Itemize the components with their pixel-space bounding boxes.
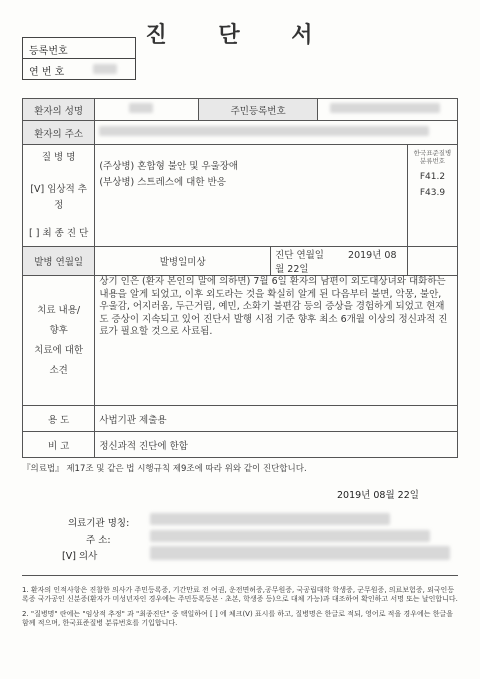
purpose-value: 사법기관 제출용	[95, 406, 458, 432]
footnotes	[22, 575, 458, 634]
onset-label: 발병 연월일	[23, 247, 95, 276]
final-checkbox[interactable]: [ ] 최 종 진 단	[29, 227, 89, 239]
serial-no-label: 연 번 호	[29, 67, 65, 78]
treatment-label-1: 치료 내용/	[37, 304, 81, 316]
redacted-institution	[150, 513, 390, 525]
redacted-doctor	[150, 546, 450, 560]
treatment-row	[23, 276, 458, 406]
reg-no-row	[23, 38, 135, 59]
treatment-text: 상기 인은 (환자 본인의 말에 의하면) 7월 6일 환자의 남편이 외도대상녀와 대화하는 내용을 알게 되었고, 이후 외도라는 것을 확실히 알게 된 다음부터 불면, 악몽, 불안, 우울감, 어지러움, 두근거림, 예민, 소화기 불편감 등의 증상을 경험하게 되었고 현재도 증상이 지속되고 있어 진단서 발행 시점 기준 향후 최소 6개월 이상의 정신과적 진료가 필요할 것으로 사료됨.	[95, 276, 458, 406]
diagnosis-row	[23, 145, 458, 247]
redacted-sig-address	[150, 530, 430, 542]
reg-no-label: 등록번호	[29, 46, 68, 57]
primary-diagnosis: (주상병) 혼합형 불안 및 우울장애	[99, 161, 239, 172]
name-label: 환자의 성명	[23, 99, 95, 121]
rrn-label: 주민등록번호	[199, 99, 318, 121]
purpose-label: 용 도	[23, 406, 95, 432]
serial-no-row	[23, 59, 135, 79]
remarks-value: 정신과적 진단에 한함	[95, 432, 458, 458]
disease-name-label: 질 병 명	[41, 151, 76, 163]
name-value	[95, 99, 199, 121]
footnote-1: 1. 환자의 인적사항은 진찰한 의사가 주민등록증, 기간만료 전 여권, 운전면허증,공무원증, 국공립대학 학생증, 군무원증, 의료보험증, 외국인등록증 국가공인 신분증(환자가 미성년자인 경우에는 주민등록등본 · 초본, 학생증 등)으로 대체 가능)과 대조하여 확인하고 서명 또는 날인합니다.	[22, 586, 458, 603]
onset-value: 발병일미상	[95, 247, 271, 276]
diag-date-cell	[271, 247, 408, 276]
treatment-label	[23, 276, 95, 406]
secondary-diagnosis: (부상병) 스트레스에 대한 반응	[99, 177, 226, 188]
address-value	[95, 121, 458, 145]
address-label: 환자의 주소	[23, 121, 95, 145]
kcd-code-2: F43.9	[419, 188, 446, 198]
diagnosis-text	[95, 145, 408, 247]
diag-date-value: 2019년 08월 22일	[275, 250, 397, 275]
treatment-label-4: 소견	[49, 364, 68, 376]
remarks-label: 비 고	[23, 432, 95, 458]
address-row	[23, 121, 458, 145]
name-row	[23, 99, 458, 121]
diagnosis-labels	[23, 145, 95, 247]
treatment-label-2: 향후	[49, 324, 68, 336]
onset-blank	[407, 247, 457, 276]
registration-box	[22, 37, 136, 80]
law-statement: 『의료법』 제17조 및 같은 법 시행규칙 제9조에 따라 위와 같이 진단합니다.	[22, 464, 307, 474]
provisional-checkbox[interactable]: [V] 임상적 추정	[30, 183, 87, 211]
kcd-codes	[407, 145, 457, 247]
footnote-2: 2. "질병명" 란에는 "임상적 추정" 과 "최종진단" 중 택일하여 [ ] 에 체크(V) 표시를 하고, 질병명은 한글로 적되, 영어로 적을 경우에는 한글을 함께 적으며, 한국표준질병 분류번호를 기입합니다.	[22, 610, 453, 627]
address-sig-label: 주 소:	[86, 535, 111, 546]
issue-date: 2019년 08월 22일	[337, 490, 419, 501]
redacted-serial	[93, 64, 117, 74]
purpose-row	[23, 406, 458, 432]
onset-row	[23, 247, 458, 276]
diag-date-label: 진단 연월일	[275, 250, 324, 261]
document-title: 진 단 서	[145, 23, 335, 48]
rrn-value	[318, 99, 458, 121]
remarks-row	[23, 432, 458, 458]
kcd-code-1: F41.2	[419, 172, 446, 182]
institution-label: 의료기관 명칭:	[68, 518, 130, 529]
treatment-label-3: 치료에 대한	[34, 344, 84, 356]
doctor-label: [V] 의사	[62, 551, 98, 562]
kcd-header: 한국표준질병 분류번호	[413, 149, 452, 165]
certificate-table	[22, 98, 458, 458]
